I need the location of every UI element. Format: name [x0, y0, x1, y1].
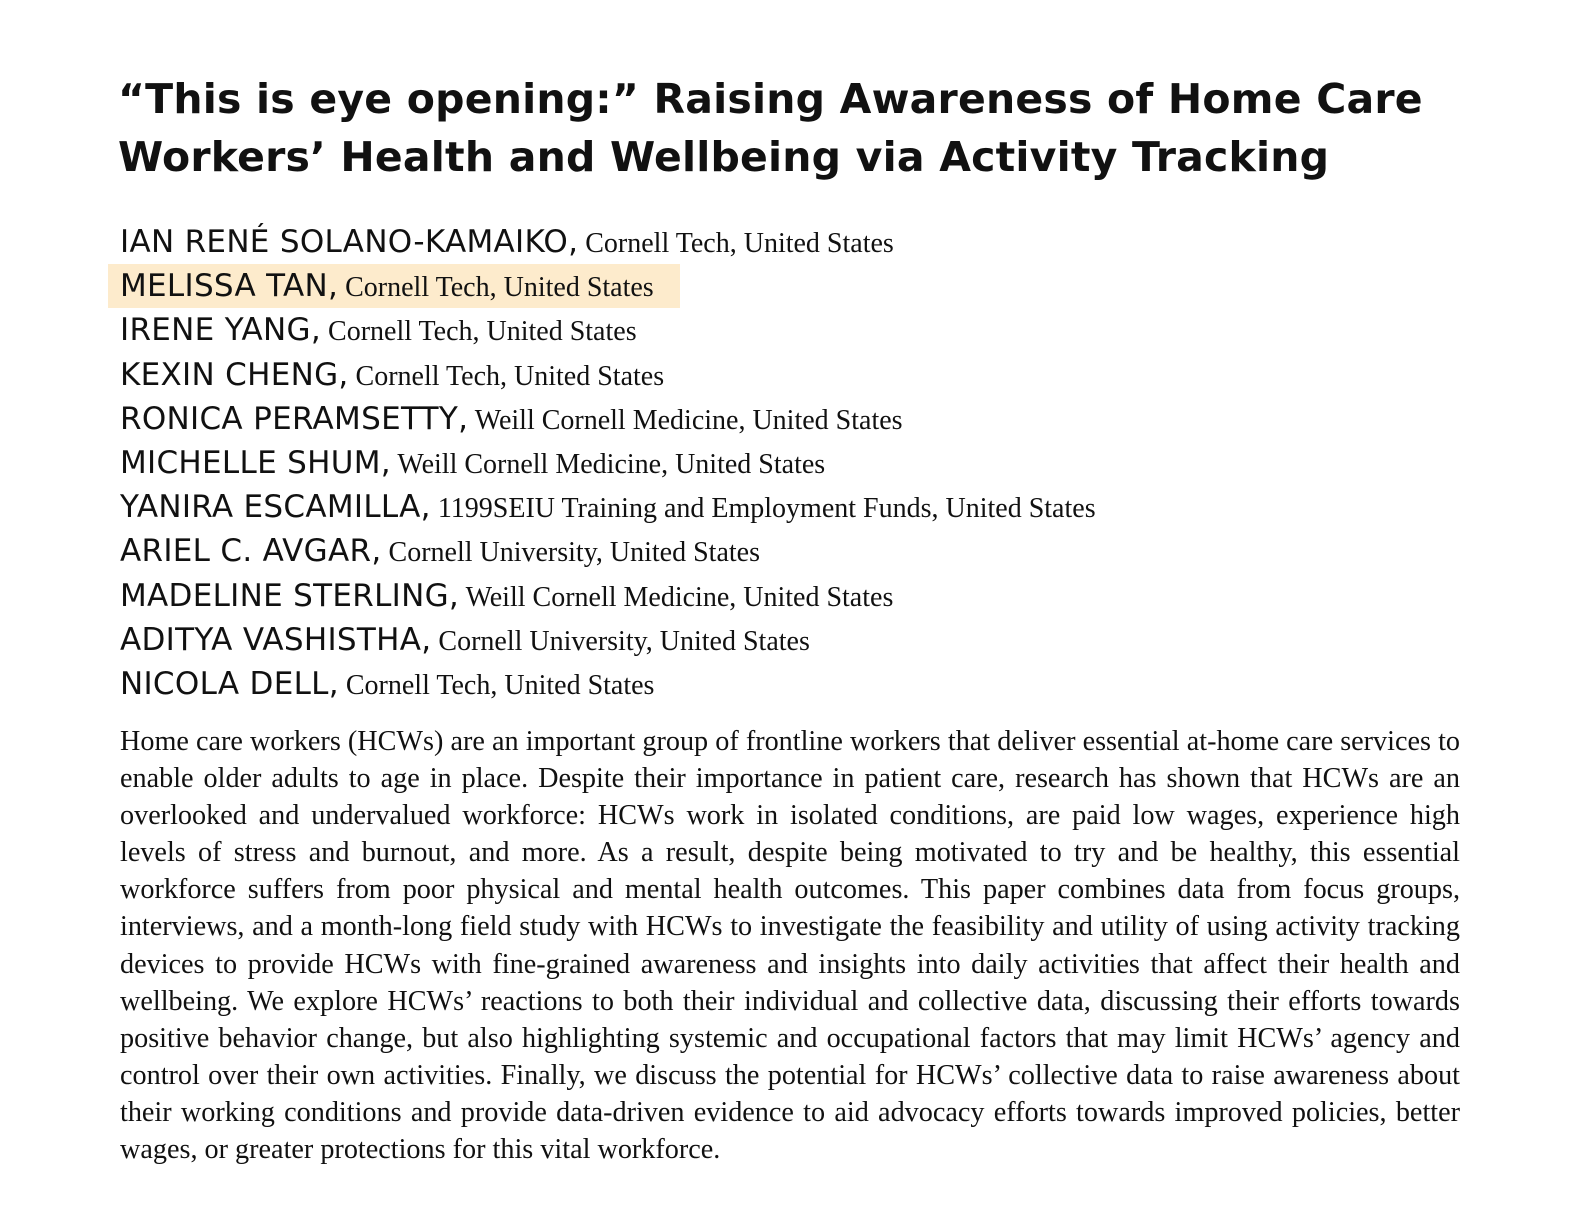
author-name: MELISSA TAN, — [120, 268, 339, 305]
author-entry — [108, 529, 1408, 573]
author-name: ADITYA VASHISTHA, — [120, 621, 432, 658]
author-entry-highlighted — [108, 264, 1408, 308]
author-entry — [108, 353, 1408, 397]
paper-title: “This is eye opening:” Raising Awareness of Home Care Workers’ Health and Wellbeing via Activity Tracking — [118, 75, 1423, 181]
author-list — [108, 220, 1408, 706]
author-affiliation: Cornell Tech, United States — [321, 316, 637, 348]
author-affiliation: Cornell University, United States — [381, 537, 760, 569]
author-affiliation: Weill Cornell Medicine, United States — [390, 448, 826, 480]
abstract-text: Home care workers (HCWs) are an important group of frontline workers that deliver essential at-home care services to enable older adults to age in place. Despite their importance in patient care, research has shown that HCWs are an overlooked and undervalued workforce: HCWs work in isolated conditions, are paid low wages, experience high levels of stress and burnout, and more. As a result, despite being motivated to try and be healthy, this essential workforce suffers from poor physical and mental health outcomes. This paper combines data from focus groups, interviews, and a month-long field study with HCWs to investigate the feasibility and utility of using activity tracking devices to provide HCWs with fine-grained awareness and insights into daily activities that affect their health and wellbeing. We explore HCWs’ reactions to both their individual and collective data, discussing their efforts towards positive behavior change, but also highlighting systemic and occupational factors that may limit HCWs’ agency and control over their own activities. Finally, we discuss the potential for HCWs’ collective data to raise awareness about their working conditions and provide data-driven evidence to aid advocacy efforts towards improved policies, better wages, or greater protections for this vital workforce. — [120, 726, 1460, 1166]
author-name: IRENE YANG, — [120, 312, 322, 349]
author-entry — [108, 618, 1408, 662]
author-affiliation: Weill Cornell Medicine, United States — [468, 404, 903, 436]
author-affiliation: Cornell University, United States — [431, 625, 810, 657]
author-affiliation: Cornell Tech, United States — [338, 272, 654, 304]
author-name: MICHELLE SHUM, — [120, 444, 391, 481]
author-entry — [108, 308, 1408, 352]
author-entry — [108, 220, 1408, 264]
author-entry — [108, 574, 1408, 618]
author-name: NICOLA DELL, — [120, 665, 339, 702]
author-entry — [108, 441, 1408, 485]
author-name: RONICA PERAMSETTY, — [120, 400, 469, 437]
author-name: MADELINE STERLING, — [120, 577, 460, 614]
author-entry — [108, 485, 1408, 529]
highlight-region — [108, 264, 680, 308]
author-affiliation: Cornell Tech, United States — [578, 228, 894, 259]
author-entry — [108, 397, 1408, 441]
author-entry — [108, 662, 1408, 706]
author-name: YANIRA ESCAMILLA, — [120, 489, 431, 526]
author-name: ARIEL C. AVGAR, — [120, 533, 382, 570]
author-affiliation: 1199SEIU Training and Employment Funds, United States — [430, 493, 1096, 525]
author-affiliation: Cornell Tech, United States — [348, 360, 665, 392]
author-affiliation: Weill Cornell Medicine, United States — [459, 581, 894, 613]
author-affiliation: Cornell Tech, United States — [338, 669, 655, 701]
author-name: KEXIN CHENG, — [120, 356, 349, 393]
author-name: IAN RENÉ SOLANO-KAMAIKO, — [120, 224, 579, 260]
